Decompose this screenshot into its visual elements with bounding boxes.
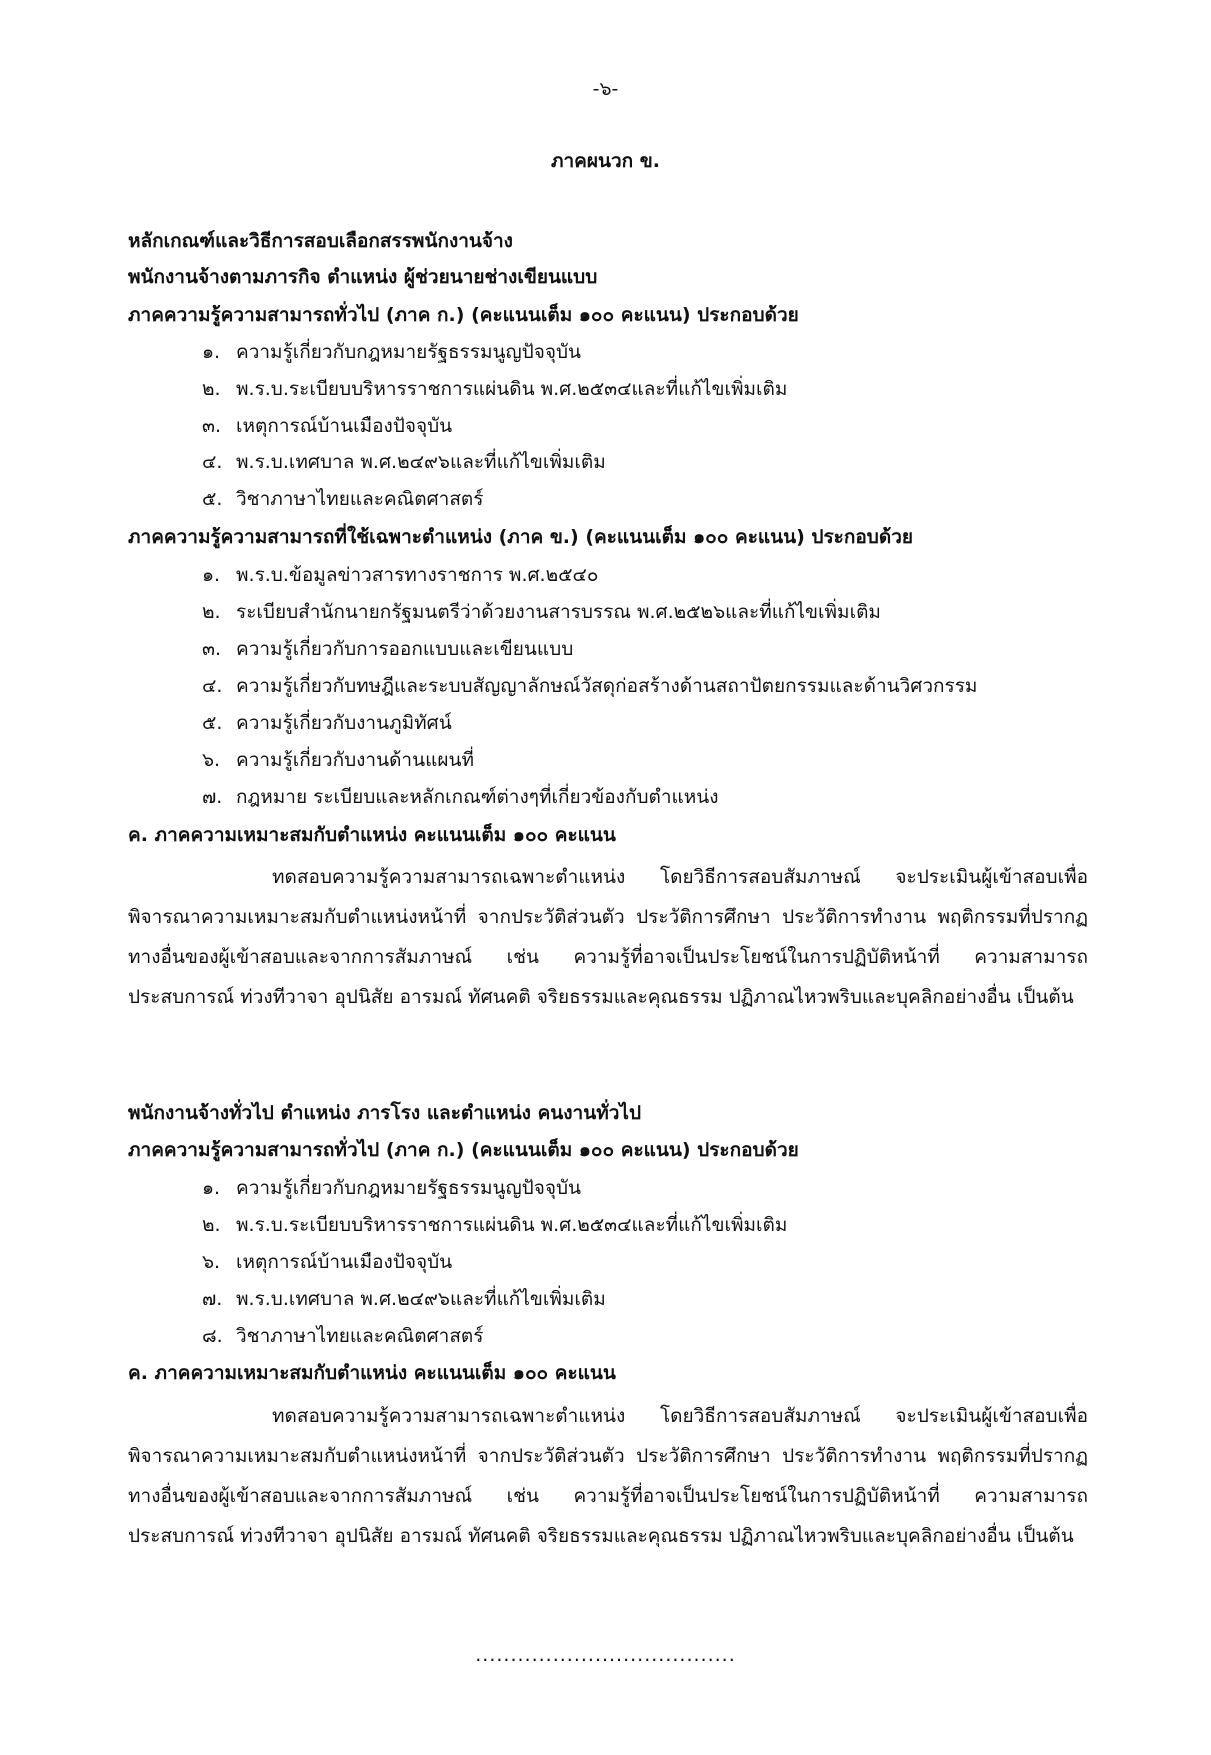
list-item-number: ๗.	[202, 786, 223, 808]
list-item	[202, 560, 598, 590]
list-item-text: พ.ร.บ.ระเบียบบริหารราชการแผ่นดิน พ.ศ.๒๕๓๔และที่แก้ไขเพิ่มเติม	[236, 378, 788, 400]
list-item-number: ๑.	[202, 1177, 221, 1199]
end-marker: .....................................	[475, 1644, 736, 1666]
list-item	[202, 634, 573, 664]
list-item-text: ความรู้เกี่ยวกับงานภูมิทัศน์	[236, 712, 452, 734]
list-item-number: ๖.	[202, 1251, 221, 1273]
list-item-text: ความรู้เกี่ยวกับกฎหมายรัฐธรรมนูญปัจจุบัน	[236, 341, 582, 363]
list-item-number: ๒.	[202, 378, 221, 400]
list-item-text: ความรู้เกี่ยวกับทษฎีและระบบสัญญาลักษณ์วัสดุก่อสร้างด้านสถาปัตยกรรมและด้านวิศวกรรม	[236, 675, 978, 697]
list-item	[202, 374, 787, 404]
section2-heading: พนักงานจ้างทั่วไป ตำแหน่ง ภารโรง และตำแหน่ง คนงานทั่วไป	[128, 1102, 642, 1124]
section2-part-c-paragraph: ทดสอบความรู้ความสามารถเฉพาะตำแหน่ง โดยวิธีการสอบสัมภาษณ์ จะประเมินผู้เข้าสอบเพื่อพิจารณาความเหมาะสมกับตำแหน่งหน้าที่ จากประวัติส่วนตัว ประวัติการศึกษา ประวัติการทำงาน พฤติกรรมที่ปรากฏทางอื่นของผู้เข้าสอบและจากการสัมภาษณ์ เช่น ความรู้ที่อาจเป็นประโยชน์ในการปฏิบัติหน้าที่ ความสามารถ ประสบการณ์ ท่วงทีวาจา อุปนิสัย อารมณ์ ทัศนคติ จริยธรรมและคุณธรรม ปฏิภาณไหวพริบและบุคลิกอย่างอื่น เป็นต้น	[128, 1405, 1088, 1547]
list-item-text: เหตุการณ์บ้านเมืองปัจจุบัน	[236, 415, 453, 437]
list-item-number: ๘.	[202, 1325, 223, 1347]
list-item-number: ๑.	[202, 564, 221, 586]
list-item-number: ๒.	[202, 1214, 221, 1236]
list-item	[202, 1173, 581, 1203]
list-item	[202, 447, 606, 477]
list-item-text: เหตุการณ์บ้านเมืองปัจจุบัน	[236, 1251, 453, 1273]
list-item-number: ๖.	[202, 749, 221, 771]
list-item	[202, 597, 881, 627]
list-item-number: ๒.	[202, 601, 221, 623]
section1-part-c-paragraph: ทดสอบความรู้ความสามารถเฉพาะตำแหน่ง โดยวิธีการสอบสัมภาษณ์ จะประเมินผู้เข้าสอบเพื่อพิจารณาความเหมาะสมกับตำแหน่งหน้าที่ จากประวัติส่วนตัว ประวัติการศึกษา ประวัติการทำงาน พฤติกรรมที่ปรากฏทางอื่นของผู้เข้าสอบและจากการสัมภาษณ์ เช่น ความรู้ที่อาจเป็นประโยชน์ในการปฏิบัติหน้าที่ ความสามารถ ประสบการณ์ ท่วงทีวาจา อุปนิสัย อารมณ์ ทัศนคติ จริยธรรมและคุณธรรม ปฏิภาณไหวพริบและบุคลิกอย่างอื่น เป็นต้น	[128, 866, 1088, 1008]
list-item-number: ๓.	[202, 638, 222, 660]
list-item	[202, 1321, 483, 1351]
list-item-number: ๔.	[202, 675, 223, 697]
list-item	[202, 782, 719, 812]
section1-heading-criteria: หลักเกณฑ์และวิธีการสอบเลือกสรรพนักงานจ้าง	[128, 230, 513, 252]
list-item	[202, 1247, 452, 1277]
list-item-text: พ.ร.บ.เทศบาล พ.ศ.๒๔๙๖และที่แก้ไขเพิ่มเติม	[236, 1288, 606, 1310]
list-item-number: ๕.	[202, 488, 223, 510]
page-number: -๖-	[592, 78, 619, 100]
list-item	[202, 1284, 606, 1314]
list-item	[202, 411, 452, 441]
section1-part-a-heading: ภาคความรู้ความสามารถทั่วไป (ภาค ก.) (คะแนนเต็ม ๑๐๐ คะแนน) ประกอบด้วย	[128, 304, 799, 326]
list-item-text: พ.ร.บ.เทศบาล พ.ศ.๒๔๙๖และที่แก้ไขเพิ่มเติม	[236, 451, 606, 473]
list-item	[202, 337, 581, 367]
list-item	[202, 484, 483, 514]
section1-part-c-heading: ค. ภาคความเหมาะสมกับตำแหน่ง คะแนนเต็ม ๑๐๐ คะแนน	[128, 824, 616, 846]
list-item-text: กฎหมาย ระเบียบและหลักเกณฑ์ต่างๆที่เกี่ยวข้องกับตำแหน่ง	[236, 786, 719, 808]
section1-heading-position: พนักงานจ้างตามภารกิจ ตำแหน่ง ผู้ช่วยนายช่างเขียนแบบ	[128, 266, 598, 288]
list-item	[202, 745, 474, 775]
list-item-text: ระเบียบสำนักนายกรัฐมนตรีว่าด้วยงานสารบรรณ พ.ศ.๒๕๒๖และที่แก้ไขเพิ่มเติม	[236, 601, 881, 623]
list-item-text: ความรู้เกี่ยวกับงานด้านแผนที่	[236, 749, 474, 771]
list-item-number: ๔.	[202, 451, 223, 473]
list-item-text: พ.ร.บ.ระเบียบบริหารราชการแผ่นดิน พ.ศ.๒๕๓๔และที่แก้ไขเพิ่มเติม	[236, 1214, 788, 1236]
section1-part-b-heading: ภาคความรู้ความสามารถที่ใช้เฉพาะตำแหน่ง (ภาค ข.) (คะแนนเต็ม ๑๐๐ คะแนน) ประกอบด้วย	[128, 526, 914, 548]
list-item-number: ๕.	[202, 712, 223, 734]
list-item	[202, 1210, 787, 1240]
list-item	[202, 708, 452, 738]
list-item-text: ความรู้เกี่ยวกับกฎหมายรัฐธรรมนูญปัจจุบัน	[236, 1177, 582, 1199]
list-item-number: ๓.	[202, 415, 222, 437]
section2-part-a-heading: ภาคความรู้ความสามารถทั่วไป (ภาค ก.) (คะแนนเต็ม ๑๐๐ คะแนน) ประกอบด้วย	[128, 1139, 799, 1161]
section2-part-c-heading: ค. ภาคความเหมาะสมกับตำแหน่ง คะแนนเต็ม ๑๐๐ คะแนน	[128, 1362, 616, 1384]
appendix-title: ภาคผนวก ข.	[550, 150, 661, 172]
list-item-text: วิชาภาษาไทยและคณิตศาสตร์	[236, 488, 484, 510]
list-item-number: ๗.	[202, 1288, 223, 1310]
list-item-text: พ.ร.บ.ข้อมูลข่าวสารทางราชการ พ.ศ.๒๕๔๐	[236, 564, 599, 586]
list-item	[202, 671, 977, 701]
list-item-text: ความรู้เกี่ยวกับการออกแบบและเขียนแบบ	[236, 638, 574, 660]
list-item-number: ๑.	[202, 341, 221, 363]
list-item-text: วิชาภาษาไทยและคณิตศาสตร์	[236, 1325, 484, 1347]
